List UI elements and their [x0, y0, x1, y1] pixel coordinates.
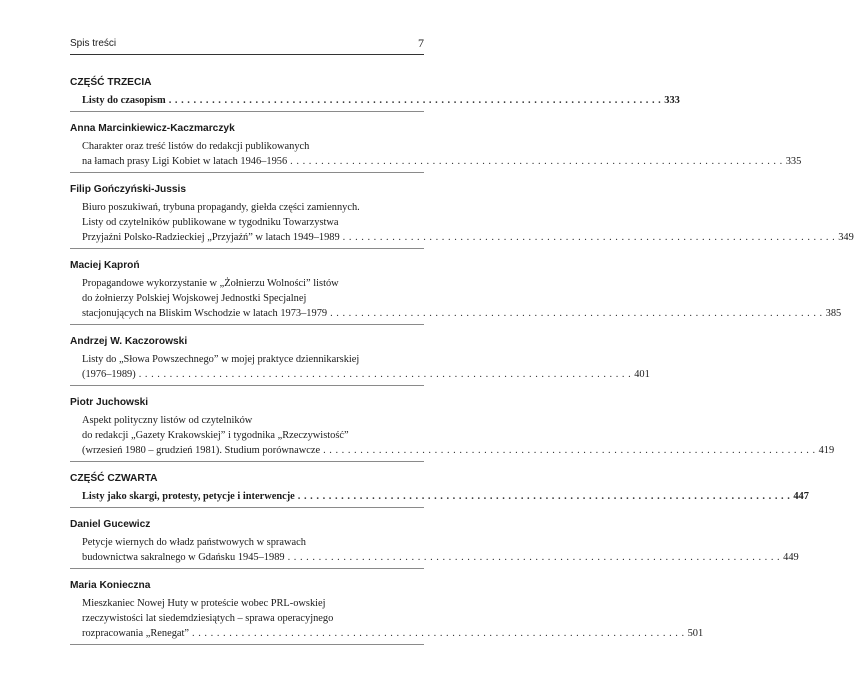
entry-title-line: Mieszkaniec Nowej Huty w proteście wobec PRL-owskiej — [82, 598, 326, 609]
entry-title-line: rozpracowania „Renegat” — [82, 628, 190, 639]
entry-final-line — [70, 626, 704, 641]
toc-entry — [70, 579, 704, 645]
entry-page-number: 335 — [785, 156, 802, 167]
author-name: Filip Gończyński-Jussis — [70, 184, 187, 195]
entry-title-line: Przyjaźni Polsko-Radzieckiej „Przyjaźń” w latach 1949–1989 — [82, 232, 340, 243]
entry-page-number: 401 — [634, 369, 650, 380]
entry-title-line: Aspekt polityczny listów od czytelników — [82, 415, 253, 426]
author-name: Maria Konieczna — [70, 580, 151, 591]
entry-final-line — [70, 367, 650, 382]
author-name: Andrzej W. Kaczorowski — [70, 336, 188, 347]
toc-entry — [70, 396, 835, 462]
dot-leader: . . . . . . . . . . . . . . . . . . . . . . . . . . . . . . . . . . . . . . . . . . . . . . . . . . . . . . . . . . . . . . . . . . . . . . . . . . . . . . . . — [342, 232, 836, 243]
entry-title-line: do redakcji „Gazety Krakowskiej” i tygodnika „Rzeczywistość” — [82, 430, 349, 441]
entry-final-line — [70, 154, 802, 169]
entry-page-number: 449 — [783, 552, 799, 563]
entry-title-line: (wrzesień 1980 – grudzień 1981). Studium porównawcze — [82, 445, 321, 456]
toc-entry — [70, 259, 842, 325]
entry-page-number: 447 — [793, 491, 809, 502]
entry-title-line: Charakter oraz treść listów do redakcji publikowanych — [82, 141, 310, 152]
entry-page-number: 501 — [687, 628, 704, 639]
entry-title-line: rzeczywistości lat siedemdziesiątych – sprawa operacyjnego — [82, 613, 334, 624]
entry-title-line: (1976–1989) — [82, 369, 136, 380]
entry-page-number: 333 — [664, 95, 680, 106]
dot-leader: . . . . . . . . . . . . . . . . . . . . . . . . . . . . . . . . . . . . . . . . . . . . . . . . . . . . . . . . . . . . . . . . . . . . . . . . . . . . . . . . — [168, 95, 662, 106]
running-header-title: Spis treści — [70, 38, 117, 49]
header-rule — [70, 54, 424, 55]
entry-title-line: Listy od czytelników publikowane w tygodniku Towarzystwa — [82, 217, 339, 228]
running-header — [70, 36, 424, 52]
part-heading: CZĘŚĆ TRZECIA — [70, 77, 152, 88]
dot-leader: . . . . . . . . . . . . . . . . . . . . . . . . . . . . . . . . . . . . . . . . . . . . . . . . . . . . . . . . . . . . . . . . . . . . . . . . . . . . . . . . — [290, 156, 783, 167]
entry-title-line: do żołnierzy Polskiej Wojskowej Jednostki Specjalnej — [82, 293, 307, 304]
table-of-contents — [70, 76, 854, 655]
dot-leader: . . . . . . . . . . . . . . . . . . . . . . . . . . . . . . . . . . . . . . . . . . . . . . . . . . . . . . . . . . . . . . . . . . . . . . . . . . . . . . . . — [323, 445, 816, 456]
entry-title-line: Biuro poszukiwań, trybuna propagandy, giełda części zamiennych. — [82, 202, 360, 213]
entry-final-line — [70, 306, 842, 321]
entry-title-line: budownictwa sakralnego w Gdańsku 1945–1989 — [82, 552, 285, 563]
entry-title-line: Propagandowe wykorzystanie w „Żołnierzu Wolności” listów — [82, 278, 339, 289]
author-name: Piotr Juchowski — [70, 397, 149, 408]
entry-final-line — [70, 443, 835, 458]
dot-leader: . . . . . . . . . . . . . . . . . . . . . . . . . . . . . . . . . . . . . . . . . . . . . . . . . . . . . . . . . . . . . . . . . . . . . . . . . . . . . . . . — [138, 369, 632, 380]
toc-part — [70, 472, 809, 508]
toc-part — [70, 76, 680, 112]
entry-title-line: stacjonujących na Bliskim Wschodzie w latach 1973–1979 — [82, 308, 328, 319]
entry-page-number: 385 — [825, 308, 842, 319]
toc-entry — [70, 335, 650, 386]
entry-final-line — [70, 93, 680, 108]
author-name: Daniel Gucewicz — [70, 519, 151, 530]
entry-page-number: 349 — [838, 232, 854, 243]
toc-entry — [70, 518, 799, 569]
dot-leader: . . . . . . . . . . . . . . . . . . . . . . . . . . . . . . . . . . . . . . . . . . . . . . . . . . . . . . . . . . . . . . . . . . . . . . . . . . . . . . . . — [287, 552, 781, 563]
page-number: 7 — [418, 36, 424, 50]
entry-title-line: Petycje wiernych do władz państwowych w sprawach — [82, 537, 306, 548]
entry-title-line: na łamach prasy Ligi Kobiet w latach 1946–1956 — [82, 156, 288, 167]
dot-leader: . . . . . . . . . . . . . . . . . . . . . . . . . . . . . . . . . . . . . . . . . . . . . . . . . . . . . . . . . . . . . . . . . . . . . . . . . . . . . . . . — [192, 628, 685, 639]
entry-title-line: Listy do czasopism — [82, 95, 166, 106]
dot-leader: . . . . . . . . . . . . . . . . . . . . . . . . . . . . . . . . . . . . . . . . . . . . . . . . . . . . . . . . . . . . . . . . . . . . . . . . . . . . . . . . — [297, 491, 791, 502]
entry-title-line: Listy jako skargi, protesty, petycje i interwencje — [82, 491, 295, 502]
entry-final-line — [70, 550, 799, 565]
entry-title-line: Listy do „Słowa Powszechnego” w mojej praktyce dziennikarskiej — [82, 354, 360, 365]
author-name: Anna Marcinkiewicz-Kaczmarczyk — [70, 123, 235, 134]
dot-leader: . . . . . . . . . . . . . . . . . . . . . . . . . . . . . . . . . . . . . . . . . . . . . . . . . . . . . . . . . . . . . . . . . . . . . . . . . . . . . . . . — [330, 308, 823, 319]
entry-final-line — [70, 489, 809, 504]
author-name: Maciej Kaproń — [70, 260, 140, 271]
entry-final-line — [70, 230, 854, 245]
entry-page-number: 419 — [818, 445, 835, 456]
toc-entry — [70, 122, 802, 173]
toc-entry — [70, 183, 854, 249]
part-heading: CZĘŚĆ CZWARTA — [70, 473, 158, 484]
